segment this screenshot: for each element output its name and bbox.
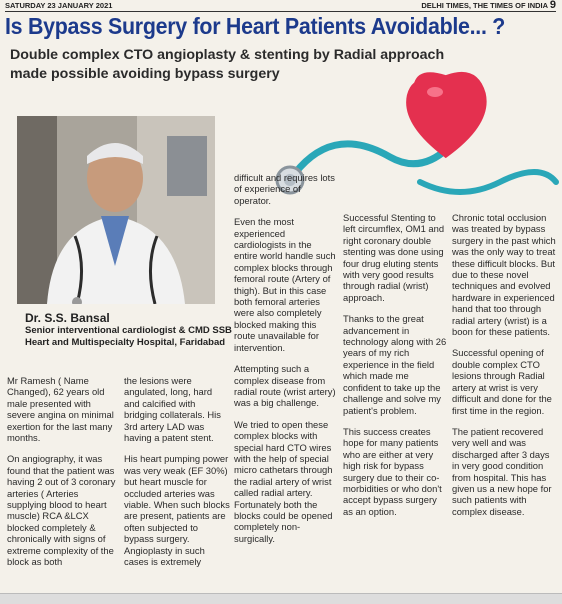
- article-column-5: [452, 212, 556, 527]
- paragraph: Successful opening of double complex CTO lesions through Radial artery at wrist is very difficult and done for the first time in the region.: [452, 347, 552, 416]
- article-column-3: [234, 172, 336, 554]
- section-name: DELHI TIMES, THE TIMES OF INDIA: [421, 1, 548, 10]
- paragraph: We tried to open these complex blocks with special hard CTO wires with the help of special micro cathetars through the radial artery of wrist called radial artery. Fortunately both the blocks could be opened completely non-surgically.: [234, 418, 333, 544]
- headline: Is Bypass Surgery for Heart Patients Avoidable... ?: [5, 13, 506, 39]
- article-column-4: [343, 212, 447, 527]
- doctor-portrait-image: [17, 116, 215, 304]
- paragraph: The patient recovered very well and was discharged after 3 days in very good condition from hospital. This has given us a new hope for such patients with complex disease.: [452, 425, 552, 517]
- paragraph: Chronic total occlusion was treated by bypass surgery in the past which was the only way to treat these difficult blocks. But due to these novel techniques and evolved hardware in experienced hand that too through radial artery (wrist) is a boon for these patients.: [452, 212, 556, 338]
- page-header: [5, 1, 556, 12]
- doctor-photo: [17, 116, 215, 304]
- doctor-designation: Senior interventional cardiologist & CMD SSB Heart and Multispecialty Hospital, Faridabad: [25, 325, 232, 348]
- paragraph: difficult and requires lots of experience of operator.: [234, 172, 335, 206]
- page-number: 9: [549, 0, 556, 11]
- paragraph: On angiography, it was found that the patient was having 2 out of 3 coronary arteries ( Arteries supplying blood to heart muscle) RCA &LCX blocked completely & chronically with signs of extreme complexity of the block as both: [7, 453, 116, 568]
- doctor-name: Dr. S.S. Bansal: [25, 311, 110, 325]
- paragraph: Thanks to the great advancement in technology along with 26 years of my rich experience in the field which made me confident to take up the challenge and solve my patient's problem.: [343, 313, 447, 416]
- paragraph: Mr Ramesh ( Name Changed), 62 years old male presented with severe angina on minimal exertion for the last many months.: [7, 375, 114, 444]
- subheadline: Double complex CTO angioplasty & stenting by Radial approach made possible avoiding bypass surgery: [10, 47, 445, 82]
- article-column-2: [124, 375, 230, 578]
- paragraph: Attempting such a complex disease from radial route (wrist artery) was a big challenge.: [234, 363, 336, 409]
- paragraph: This success creates hope for many patients who are either at very high risk for bypass surgery due to their co-morbidities or who don't accept bypass surgery as an option.: [343, 425, 442, 517]
- section-label: [421, 0, 556, 11]
- article-column-1: [7, 375, 117, 578]
- paragraph: Even the most experienced cardiologists in the entire world handle such complex blocks through femoral route (Artery of thigh). But in this case both femoral arteries were also completely blocked making this route unavailable for intervention.: [234, 216, 336, 353]
- paragraph: the lesions were angulated, long, hard and calcified with bridging collaterals. His 3rd artery LAD was having a patent stent.: [124, 375, 221, 444]
- paragraph: Successful Stenting to left circumflex, OM1 and right coronary double stenting was done using four drug eluting stents with very good results through radial (wrist) approach.: [343, 212, 445, 303]
- paragraph: His heart pumping power was very weak (EF 30%) but heart muscle for occluded arteries was viable. When such blocks are present, patients are often subjected to bypass surgery. Angioplasty in such cases is extremely: [124, 453, 230, 568]
- issue-date: SATURDAY 23 JANUARY 2021: [5, 1, 113, 10]
- page-bottom-edge: [0, 593, 562, 604]
